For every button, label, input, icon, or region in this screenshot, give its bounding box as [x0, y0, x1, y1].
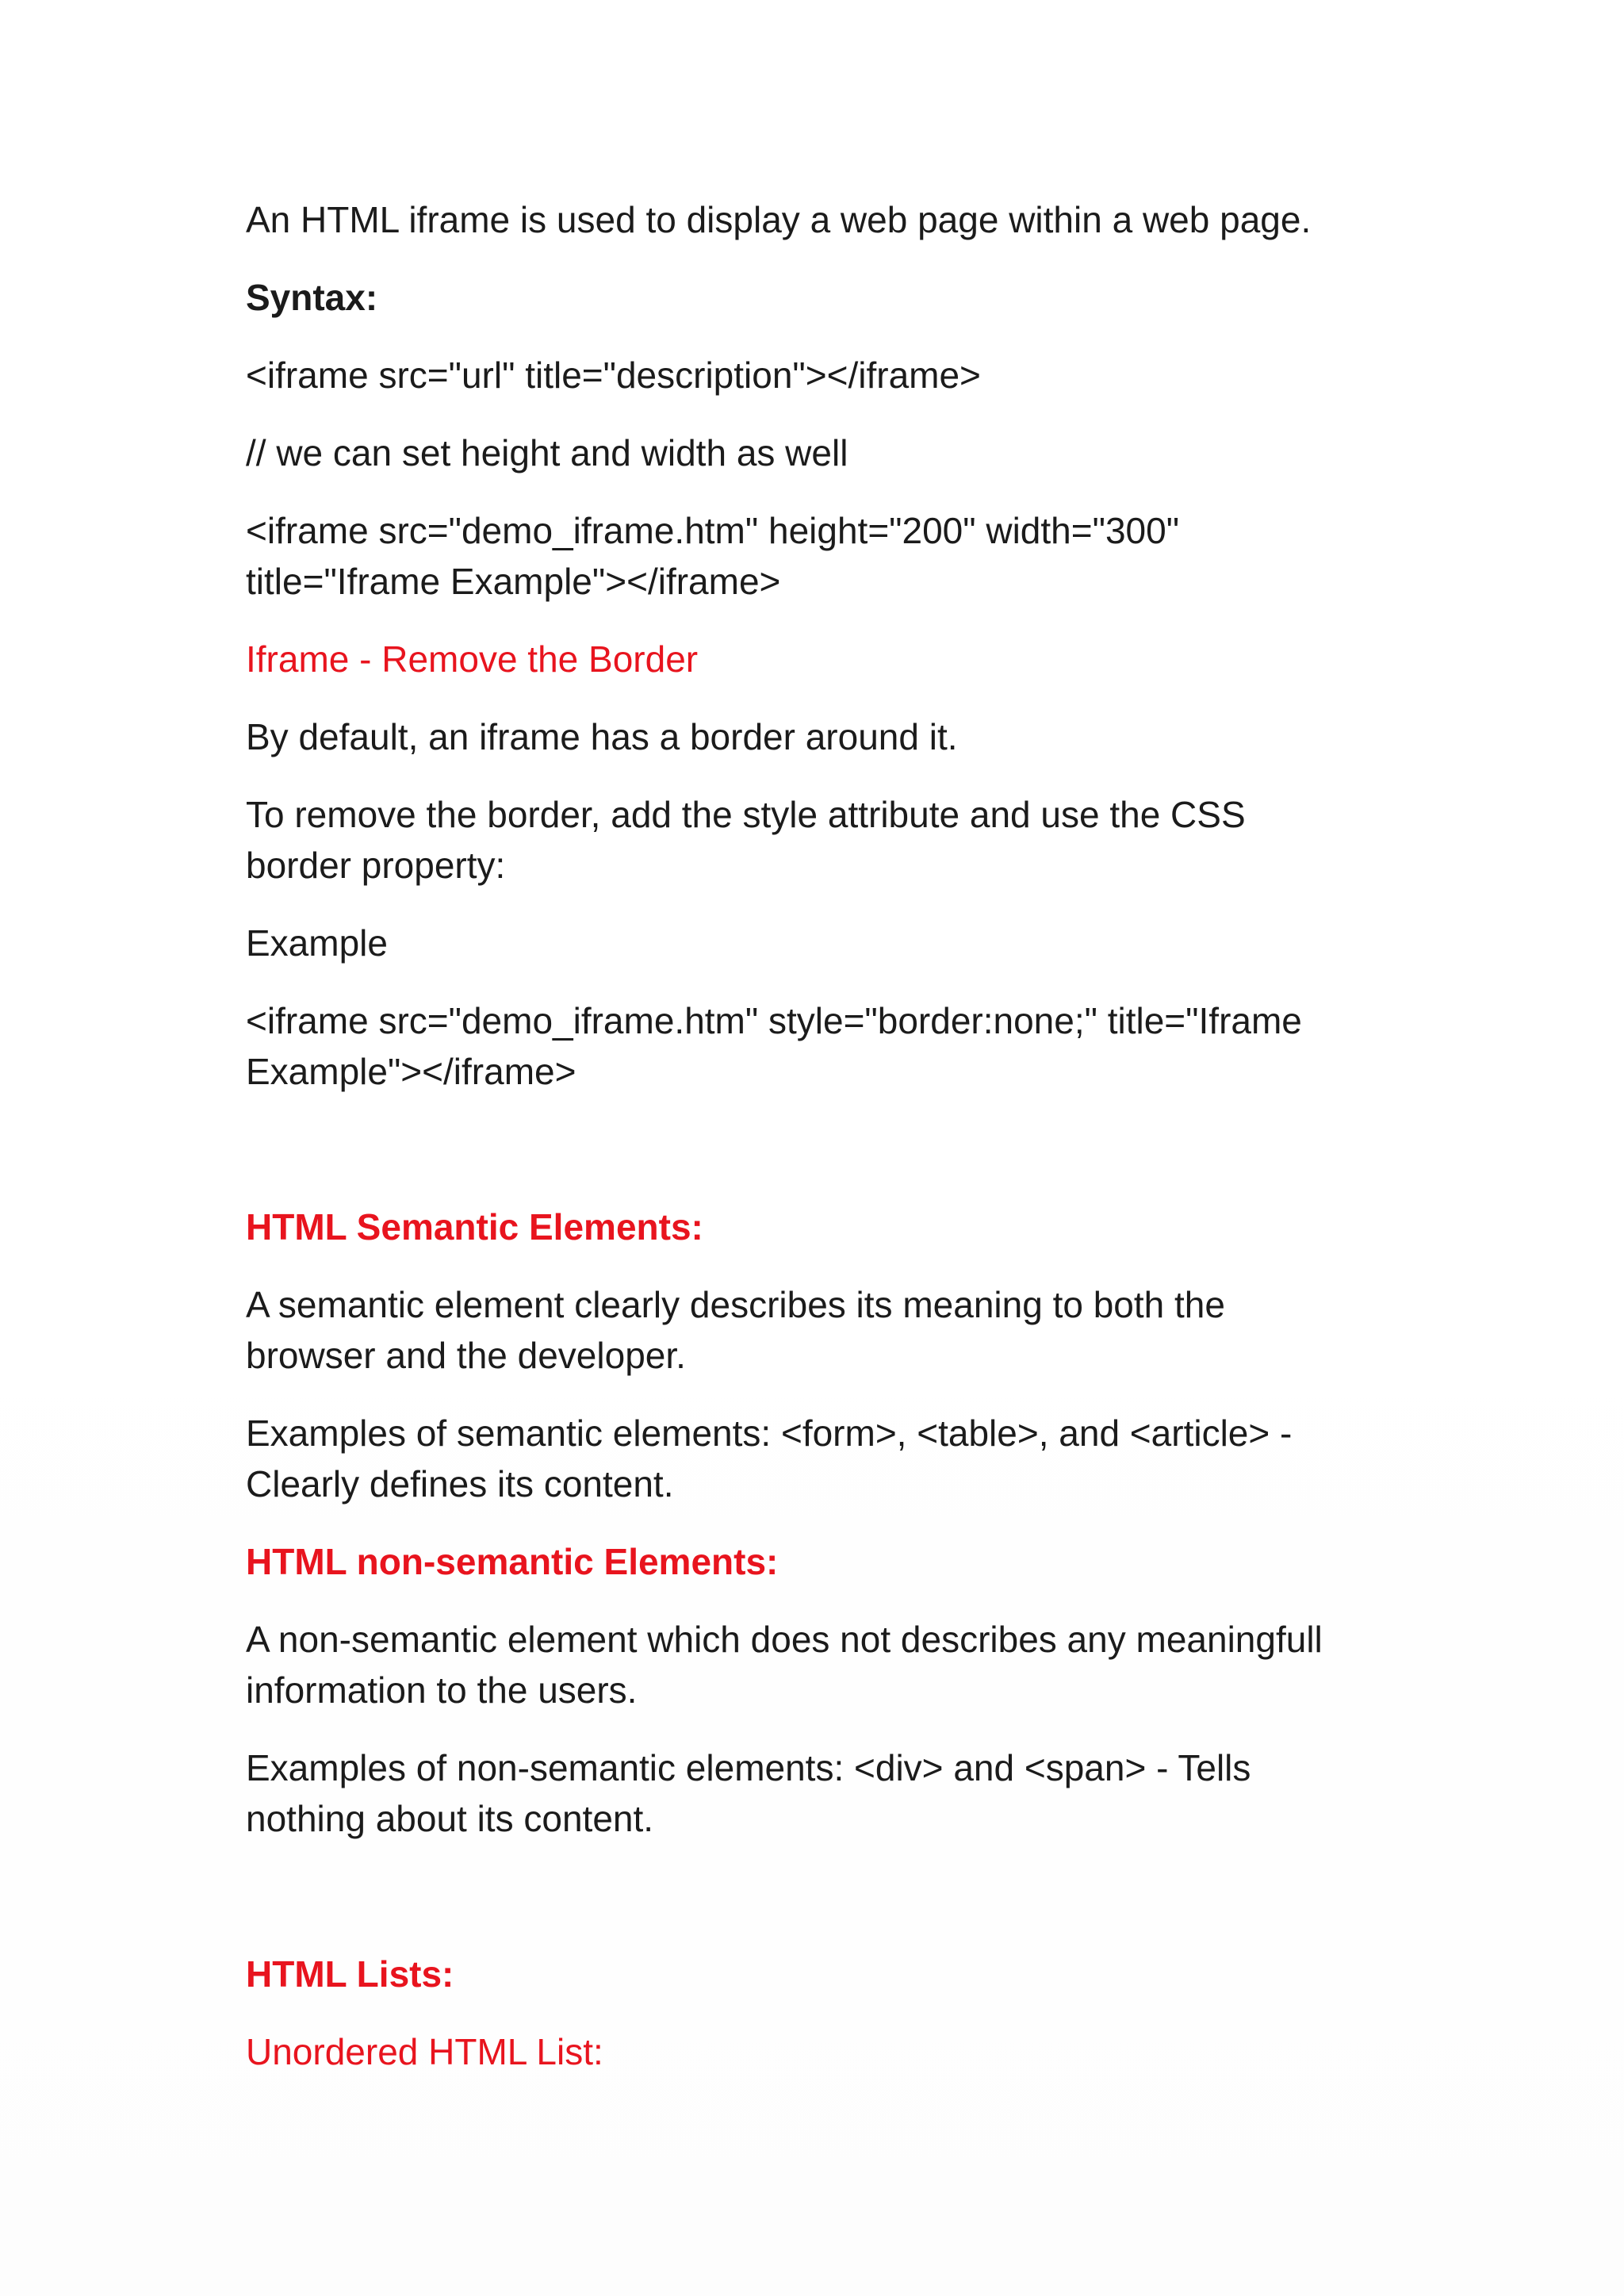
semantic-paragraph-2	[246, 1408, 1404, 1509]
example-code-line-1: <iframe src="demo_iframe.htm" style="border:none;" title="Iframe	[246, 1000, 1302, 1041]
nonsemantic-paragraph-1-line-1: A non-semantic element which does not describes any meaningfull	[246, 1619, 1323, 1660]
unordered-list-heading: Unordered HTML List:	[246, 2031, 603, 2072]
example-code	[246, 995, 1404, 1097]
nonsemantic-paragraph-2-line-1: Examples of non-semantic elements: <div> and <span> - Tells	[246, 1747, 1251, 1788]
syntax-comment: // we can set height and width as well	[246, 432, 848, 473]
syntax-code-2-line-1: <iframe src="demo_iframe.htm" height="200" width="300"	[246, 510, 1180, 551]
syntax-code-2	[246, 505, 1404, 607]
semantic-paragraph-2-line-2: Clearly defines its content.	[246, 1463, 674, 1504]
remove-border-paragraph-2-line-1: To remove the border, add the style attribute and use the CSS	[246, 794, 1246, 835]
semantic-heading: HTML Semantic Elements:	[246, 1206, 703, 1248]
remove-border-paragraph-2-line-2: border property:	[246, 845, 506, 886]
semantic-paragraph-1-line-1: A semantic element clearly describes its meaning to both the	[246, 1284, 1225, 1325]
nonsemantic-paragraph-1-line-2: information to the users.	[246, 1669, 638, 1711]
syntax-code-1: <iframe src="url" title="description"></iframe>	[246, 355, 981, 396]
nonsemantic-paragraph-2	[246, 1742, 1404, 1844]
example-label: Example	[246, 922, 388, 964]
intro-paragraph: An HTML iframe is used to display a web page within a web page.	[246, 199, 1312, 240]
syntax-heading: Syntax:	[246, 277, 378, 318]
semantic-paragraph-2-line-1: Examples of semantic elements: <form>, <table>, and <article> -	[246, 1412, 1293, 1454]
semantic-paragraph-1	[246, 1279, 1404, 1381]
syntax-code-2-line-2: title="Iframe Example"></iframe>	[246, 561, 781, 602]
semantic-paragraph-1-line-2: browser and the developer.	[246, 1335, 686, 1376]
remove-border-paragraph-2	[246, 789, 1404, 891]
nonsemantic-paragraph-1	[246, 1614, 1404, 1715]
nonsemantic-paragraph-2-line-2: nothing about its content.	[246, 1798, 654, 1839]
document-content	[246, 194, 1404, 2077]
remove-border-paragraph-1: By default, an iframe has a border around it.	[246, 716, 958, 757]
nonsemantic-heading: HTML non-semantic Elements:	[246, 1541, 779, 1582]
remove-border-heading: Iframe - Remove the Border	[246, 638, 699, 680]
lists-heading: HTML Lists:	[246, 1953, 454, 1995]
example-code-line-2: Example"></iframe>	[246, 1051, 576, 1092]
